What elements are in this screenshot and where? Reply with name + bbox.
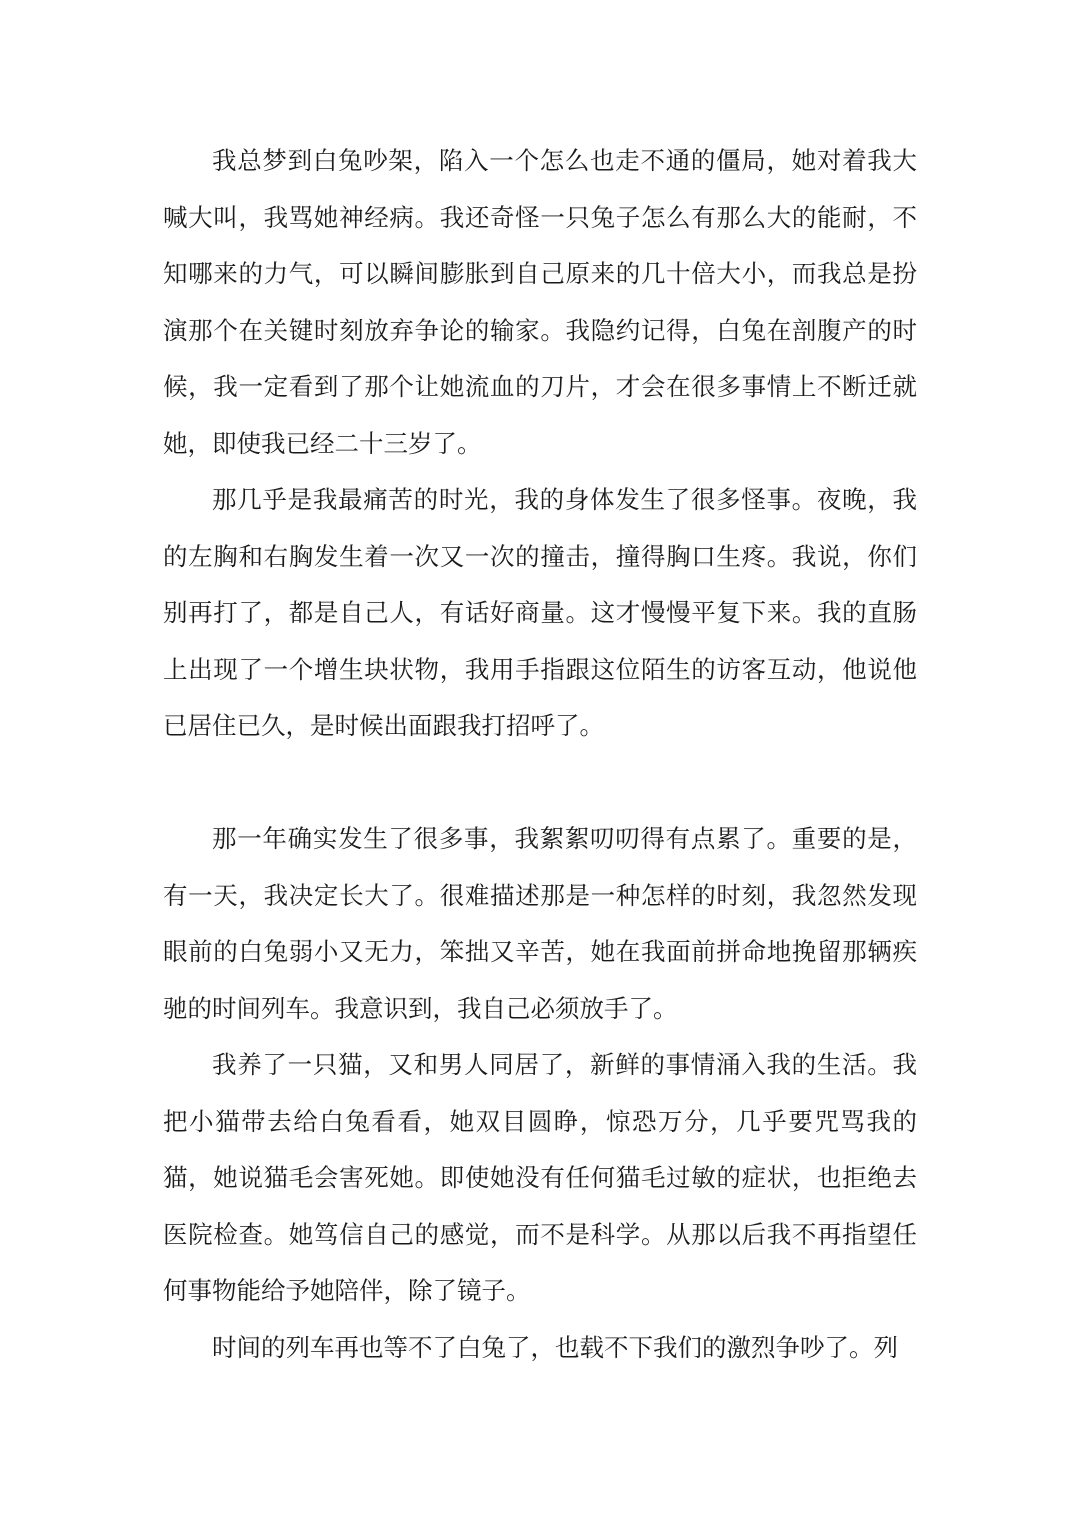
paragraph-3: 那一年确实发生了很多事，我絮絮叨叨得有点累了。重要的是，有一天，我决定长大了。很难描述那是一种怎样的时刻，我忽然发现眼前的白兔弱小又无力，笨拙又辛苦，她在我面前拼命地挽留那辆疾驰的时间列车。我意识到，我自己必须放手了。 <box>163 824 917 1023</box>
paragraph-2: 那几乎是我最痛苦的时光，我的身体发生了很多怪事。夜晚，我的左胸和右胸发生着一次又一次的撞击，撞得胸口生疼。我说，你们别再打了，都是自己人，有话好商量。这才慢慢平复下来。我的直肠上出现了一个增生块状物，我用手指跟这位陌生的访客互动，他说他已居住已久，是时候出面跟我打招呼了。 <box>163 485 917 740</box>
document-page <box>163 133 917 1376</box>
paragraph-4: 我养了一只猫，又和男人同居了，新鲜的事情涌入我的生活。我把小猫带去给白兔看看，她双目圆睁，惊恐万分，几乎要咒骂我的猫，她说猫毛会害死她。即使她没有任何猫毛过敏的症状，也拒绝去医院检查。她笃信自己的感觉，而不是科学。从那以后我不再指望任何事物能给予她陪伴，除了镜子。 <box>163 1050 917 1305</box>
paragraph-5: 时间的列车再也等不了白兔了，也载不下我们的激烈争吵了。列 <box>212 1332 898 1362</box>
paragraph-1: 我总梦到白兔吵架，陷入一个怎么也走不通的僵局，她对着我大喊大叫，我骂她神经病。我还奇怪一只兔子怎么有那么大的能耐，不知哪来的力气，可以瞬间膨胀到自己原来的几十倍大小，而我总是扮演那个在关键时刻放弃争论的输家。我隐约记得，白兔在剖腹产的时候，我一定看到了那个让她流血的刀片，才会在很多事情上不断迁就她，即使我已经二十三岁了。 <box>163 146 917 458</box>
